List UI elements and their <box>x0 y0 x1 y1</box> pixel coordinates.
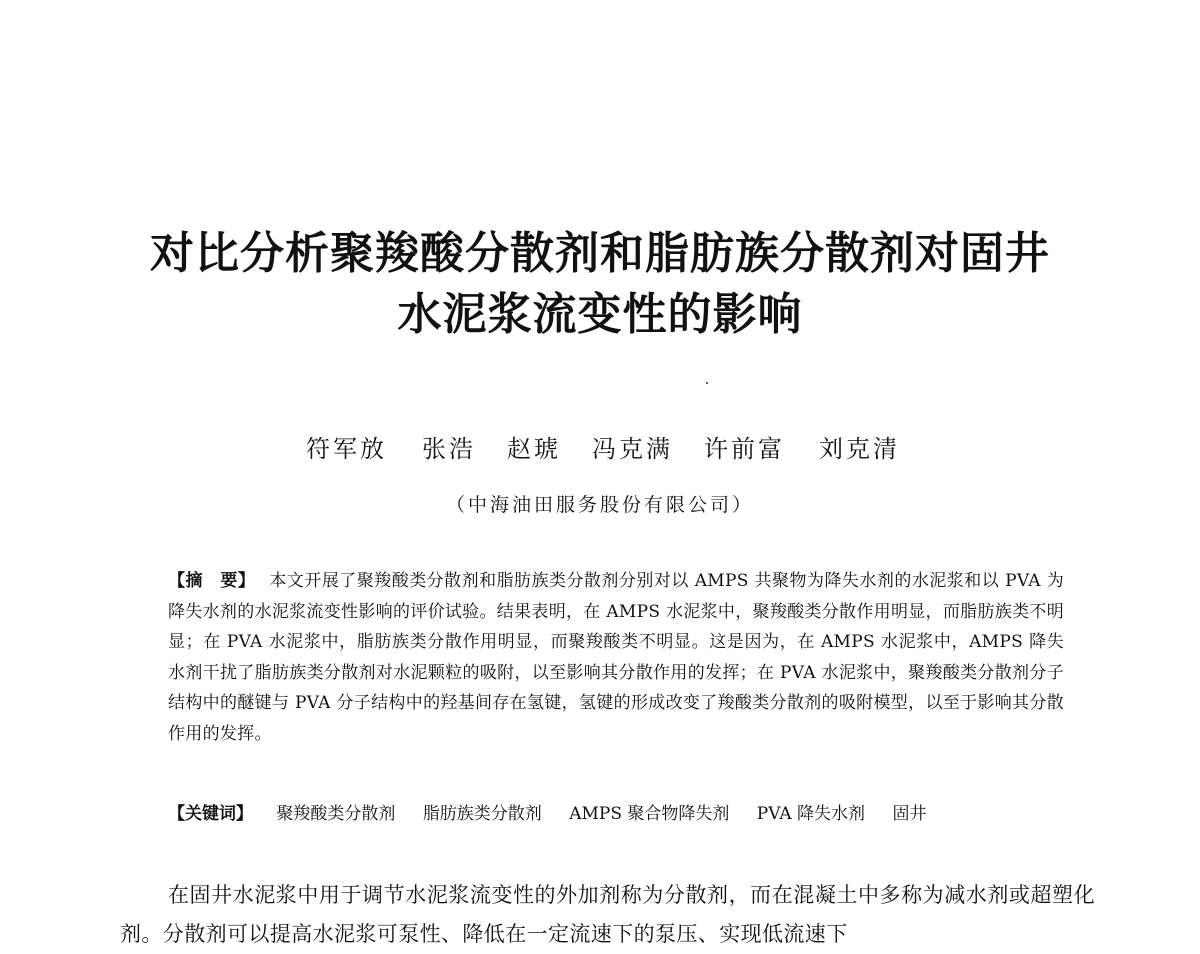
author-name: 刘克清 <box>819 435 900 463</box>
keyword: 脂肪族类分散剂 <box>422 804 542 824</box>
speck-mark <box>706 382 708 384</box>
keywords <box>168 806 1068 823</box>
keyword: AMPS 聚合物降失剂 <box>569 804 730 824</box>
paper-title-line-1: 对比分析聚羧酸分散剂和脂肪族分散剂对固井 <box>150 228 1050 279</box>
keyword: 固井 <box>892 804 927 824</box>
author-name: 冯克满 <box>592 435 673 463</box>
keywords-label: 【关键词】 <box>168 804 253 824</box>
abstract-text: 本文开展了聚羧酸类分散剂和脂肪族类分散剂分别对以 AMPS 共聚物为降失水剂的水泥浆和以 PVA 为降失水剂的水泥浆流变性影响的评价试验。结果表明，在 AMPS 水泥浆中，聚羧酸类分散作用明显，而脂肪族类不明显；在 PVA 水泥浆中，脂肪族类分散作用明显，而聚羧酸类不明显。这是因为，在 AMPS 水泥浆中，AMPS 降失水剂干扰了脂肪族类分散剂对水泥颗粒的吸附，以至影响其分散作用的发挥；在 PVA 水泥浆中，聚羧酸类分散剂分子结构中的醚键与 PVA 分子结构中的羟基间存在氢键，氢键的形成改变了羧酸类分散剂的吸附模型，以至于影响其分散作用的发挥。 <box>168 571 1064 744</box>
keyword: 聚羧酸类分散剂 <box>276 804 396 824</box>
body-paragraph: 在固井水泥浆中用于调节水泥浆流变性的外加剂称为分散剂，而在混凝土中多称为减水剂或超塑化剂。分散剂可以提高水泥浆可泵性、降低在一定流速下的泵压、实现低流速下 <box>120 883 1095 946</box>
paper-title-line-2: 水泥浆流变性的影响 <box>397 289 803 340</box>
author-list <box>306 437 926 467</box>
abstract-label: 【摘 要】 <box>168 571 256 591</box>
author-name: 张浩 <box>422 435 476 463</box>
author-name: 符军放 <box>306 435 387 463</box>
author-name: 赵琥 <box>507 435 561 463</box>
author-name: 许前富 <box>704 435 785 463</box>
keyword: PVA 降失水剂 <box>756 804 866 824</box>
affiliation: （中海油田服务股份有限公司） <box>445 494 754 516</box>
abstract <box>168 566 1064 749</box>
